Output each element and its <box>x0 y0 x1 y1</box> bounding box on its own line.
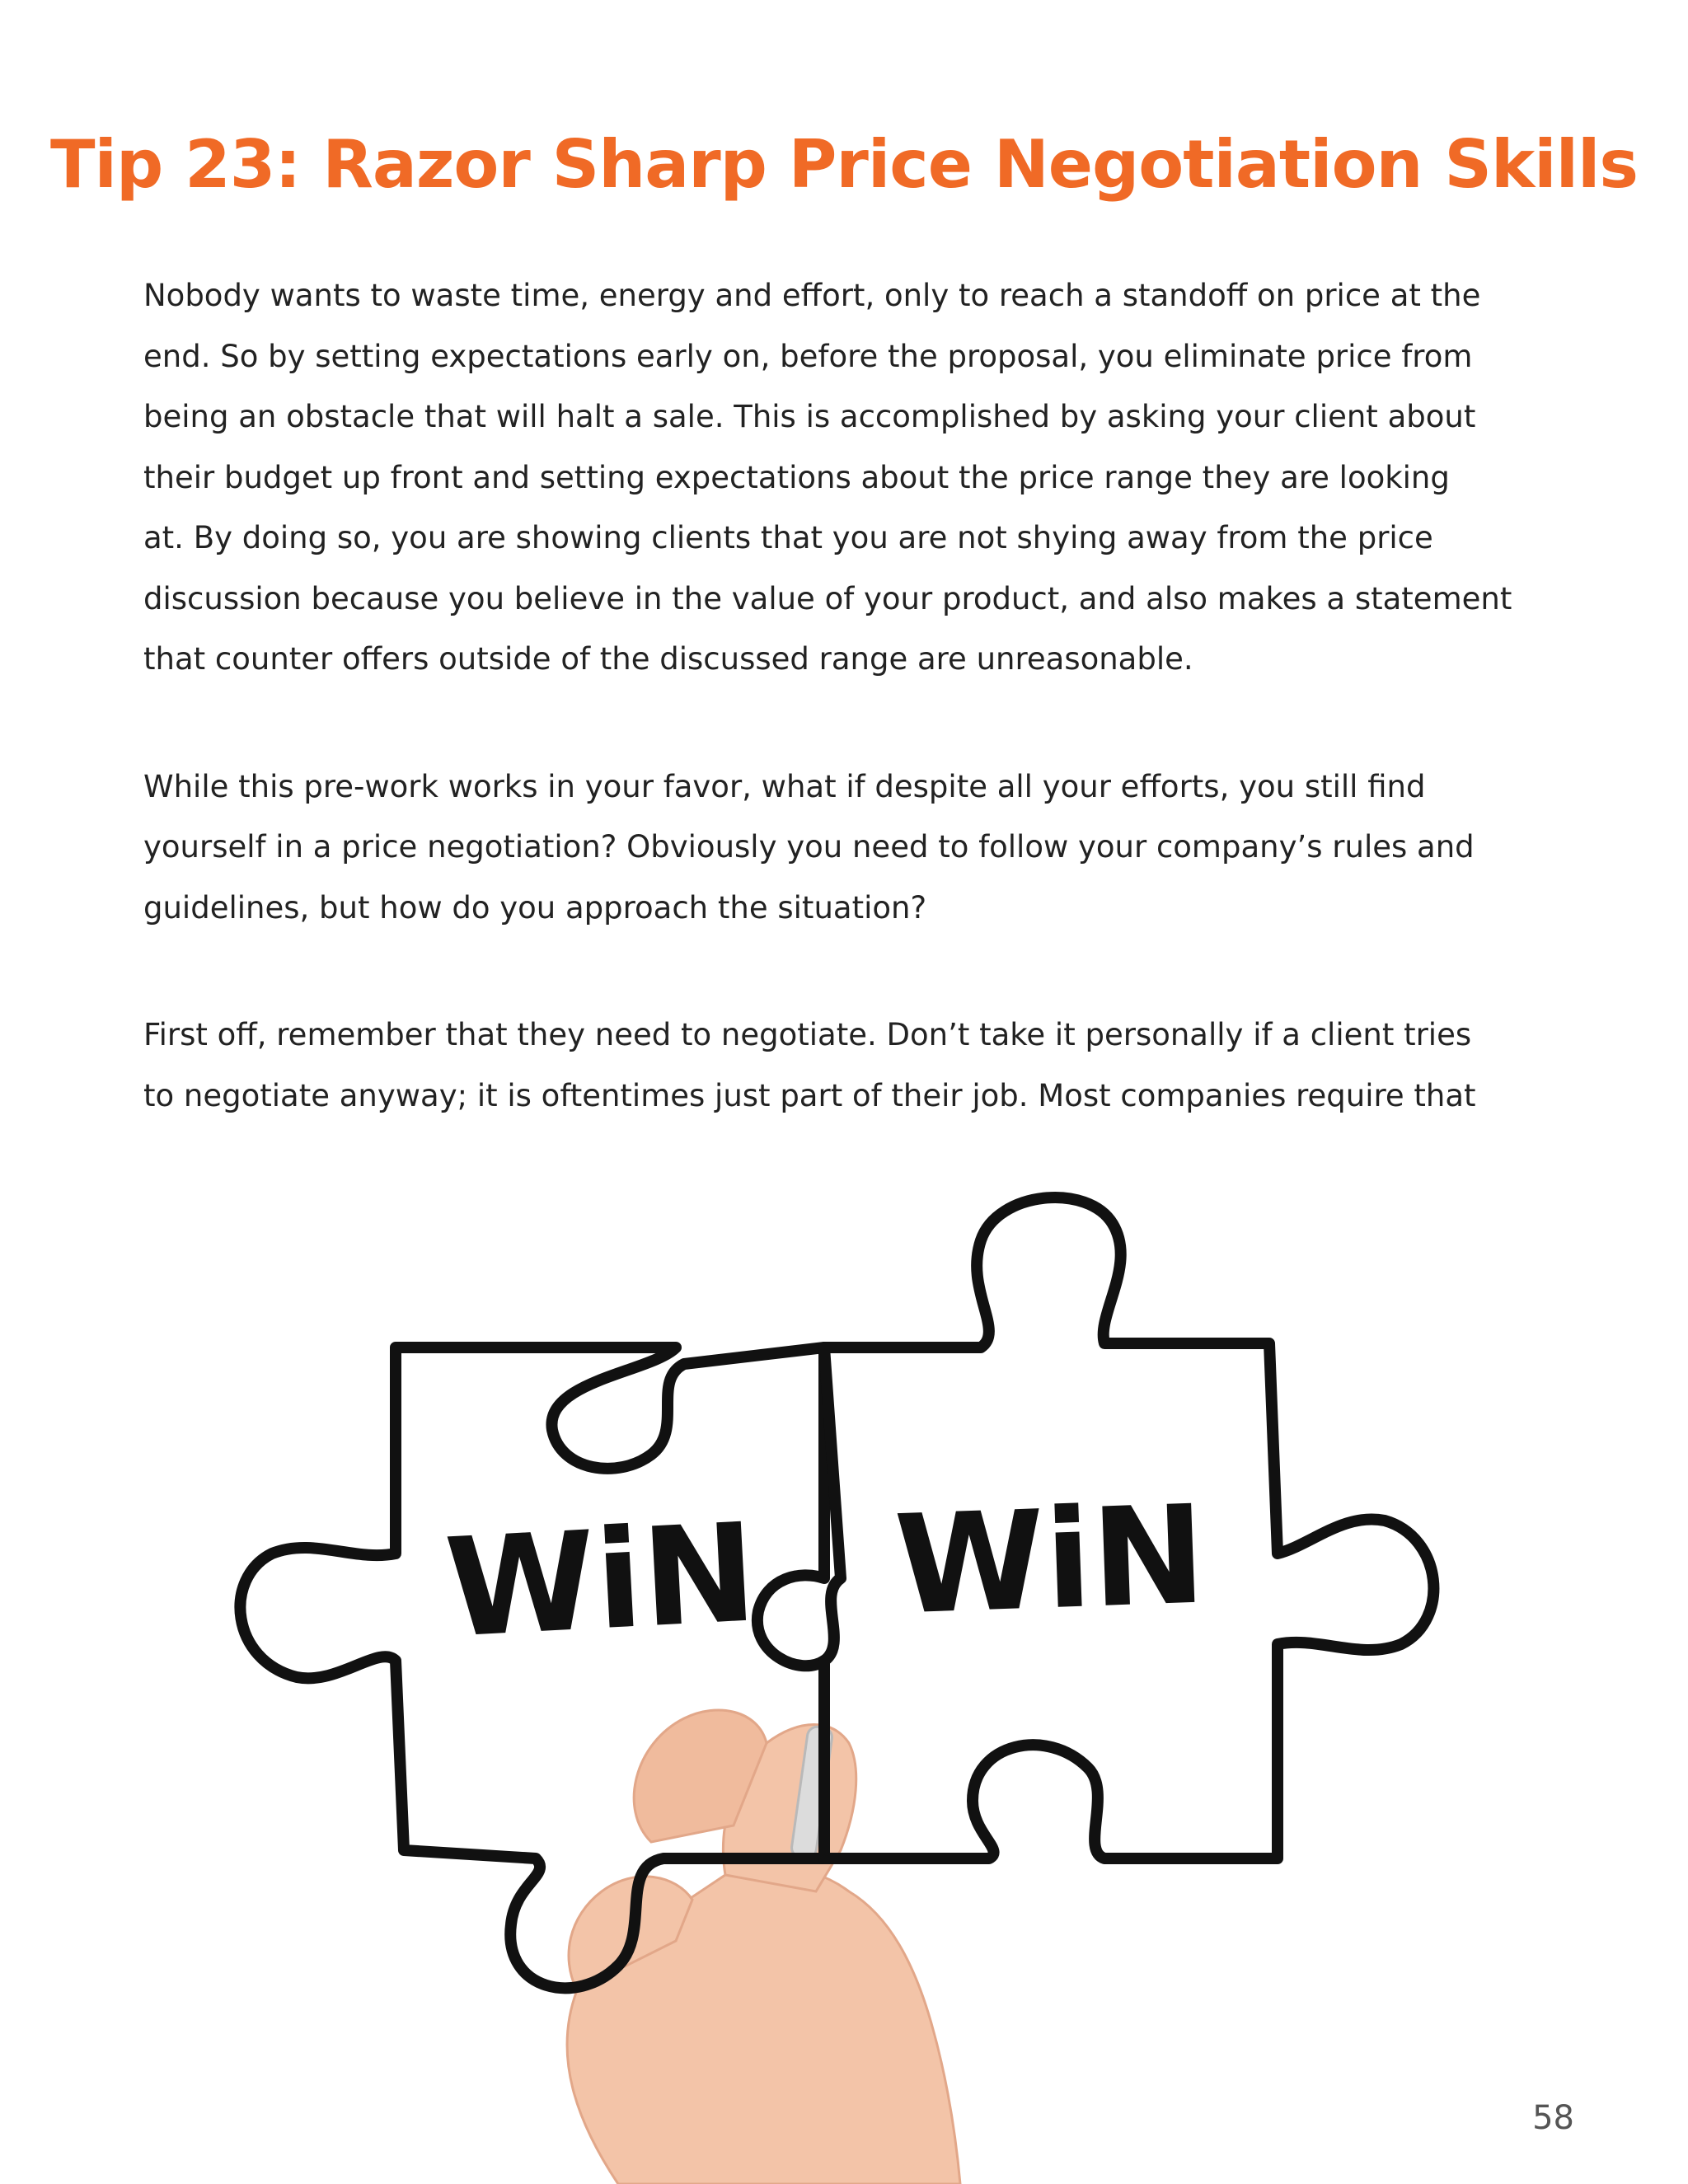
page-number: 58 <box>1532 2099 1574 2137</box>
page-title: Tip 23: Razor Sharp Price Negotiation Skills <box>49 126 1639 203</box>
paragraph-first-off <box>143 1005 1561 1126</box>
paragraph-line: guidelines, but how do you approach the situation? <box>143 889 927 926</box>
win-win-puzzle-illustration <box>190 1150 1508 2184</box>
paragraph-line: being an obstacle that will halt a sale. This is accomplished by asking your client about <box>143 399 1476 434</box>
paragraph-line: at. By doing so, you are showing clients that you are not shying away from the price <box>143 520 1433 555</box>
paragraph-line: While this pre-work works in your favor, what if despite all your efforts, you still find <box>143 768 1426 804</box>
left-piece-word: WiN <box>442 1493 761 1668</box>
right-piece-word: WiN <box>892 1475 1208 1645</box>
paragraph-line: their budget up front and setting expectations about the price range they are looking <box>143 459 1450 495</box>
paragraph-line: to negotiate anyway; it is oftentimes just part of their job. Most companies require that <box>143 1077 1476 1113</box>
paragraph-line: First off, remember that they need to negotiate. Don’t take it personally if a client tries <box>143 1017 1472 1052</box>
paragraph-budget-expectations <box>143 265 1561 690</box>
paragraph-pre-work <box>143 757 1561 939</box>
body-text <box>143 265 1561 1193</box>
paragraph-line: discussion because you believe in the value of your product, and also makes a statement <box>143 580 1512 616</box>
paragraph-line: end. So by setting expectations early on, before the proposal, you eliminate price from <box>143 338 1473 374</box>
paragraph-line: that counter offers outside of the discussed range are unreasonable. <box>143 641 1193 677</box>
paragraph-line: yourself in a price negotiation? Obviously you need to follow your company’s rules and <box>143 829 1475 865</box>
paragraph-line: Nobody wants to waste time, energy and effort, only to reach a standoff on price at the <box>143 278 1481 313</box>
